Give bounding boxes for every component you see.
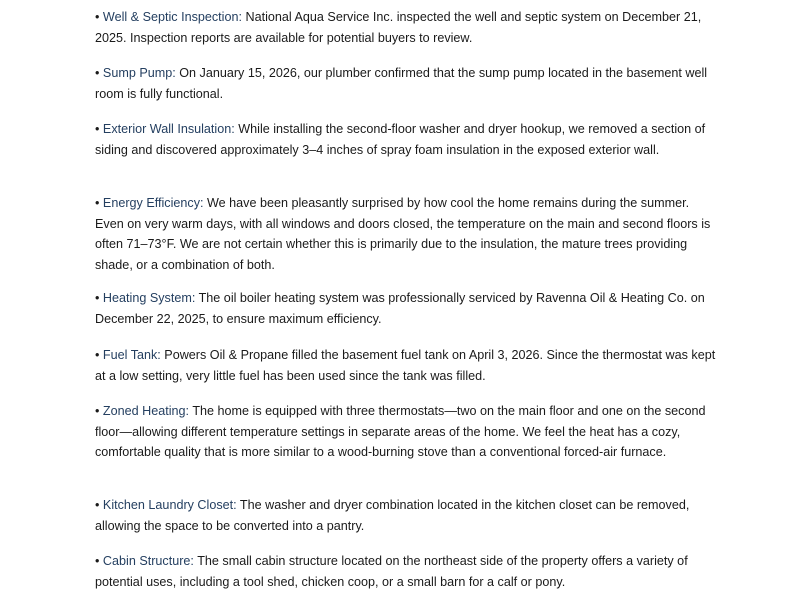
item-text: On January 15, 2026, our plumber confirmed that the sump pump located in the basement well room is fully functional. [95,66,708,101]
item-heading: Cabin Structure: [102,554,194,568]
item-text: The oil boiler heating system was professionally serviced by Ravenna Oil & Heating Co. on December 22, 2025, to ensure maximum efficiency. [95,291,705,326]
list-item [95,401,720,463]
bullet: • [95,498,100,512]
bullet: • [95,196,100,210]
item-text: The small cabin structure located on the northeast side of the property offers a variety of potential uses, including a tool shed, chicken coop, or a small barn for a calf or pony. [95,554,688,589]
bullet: • [95,348,100,362]
item-text: The washer and dryer combination located in the kitchen closet can be removed, allowing the space to be converted into a pantry. [95,498,690,533]
bullet: • [95,10,100,24]
bullet: • [95,66,100,80]
item-text: We have been pleasantly surprised by how cool the home remains during the summer. Even on very warm days, with all windows and doors closed, the temperature on the main and second floors is often 71–73°F. We are not certain whether this is primarily due to the insulation, the mature trees providing shade, or a combination of both. [95,196,711,272]
item-heading: Fuel Tank: [102,348,161,362]
bullet: • [95,554,100,568]
item-heading: Kitchen Laundry Closet: [102,498,237,512]
bullet: • [95,291,100,305]
item-heading: Heating System: [102,291,196,305]
list-item [95,288,720,329]
bullet: • [95,404,100,418]
list-item [95,495,720,536]
list-item [95,345,720,386]
list-item [95,63,720,104]
item-heading: Exterior Wall Insulation: [102,122,235,136]
item-text: While installing the second-floor washer and dryer hookup, we removed a section of siding and discovered approximately 3–4 inches of spray foam insulation in the exposed exterior wall. [95,122,706,157]
list-item [95,551,720,592]
list-item [95,7,720,48]
item-heading: Energy Efficiency: [102,196,204,210]
item-text: Powers Oil & Propane filled the basement fuel tank on April 3, 2026. Since the thermostat was kept at a low setting, very little fuel has been used since the tank was filled. [95,348,716,383]
item-heading: Zoned Heating: [102,404,190,418]
list-item [95,119,720,160]
bullet: • [95,122,100,136]
item-heading: Well & Septic Inspection: [102,10,242,24]
item-heading: Sump Pump: [102,66,176,80]
item-text: National Aqua Service Inc. inspected the well and septic system on December 21, 2025. Inspection reports are available for potential buyers to review. [95,10,702,45]
list-item [95,193,720,275]
item-text: The home is equipped with three thermostats—two on the main floor and one on the second floor—allowing different temperature settings in separate areas of the home. We feel the heat has a cozy, comfortable quality that is more similar to a wood-burning stove than a conventional forced-air furnace. [95,404,706,459]
